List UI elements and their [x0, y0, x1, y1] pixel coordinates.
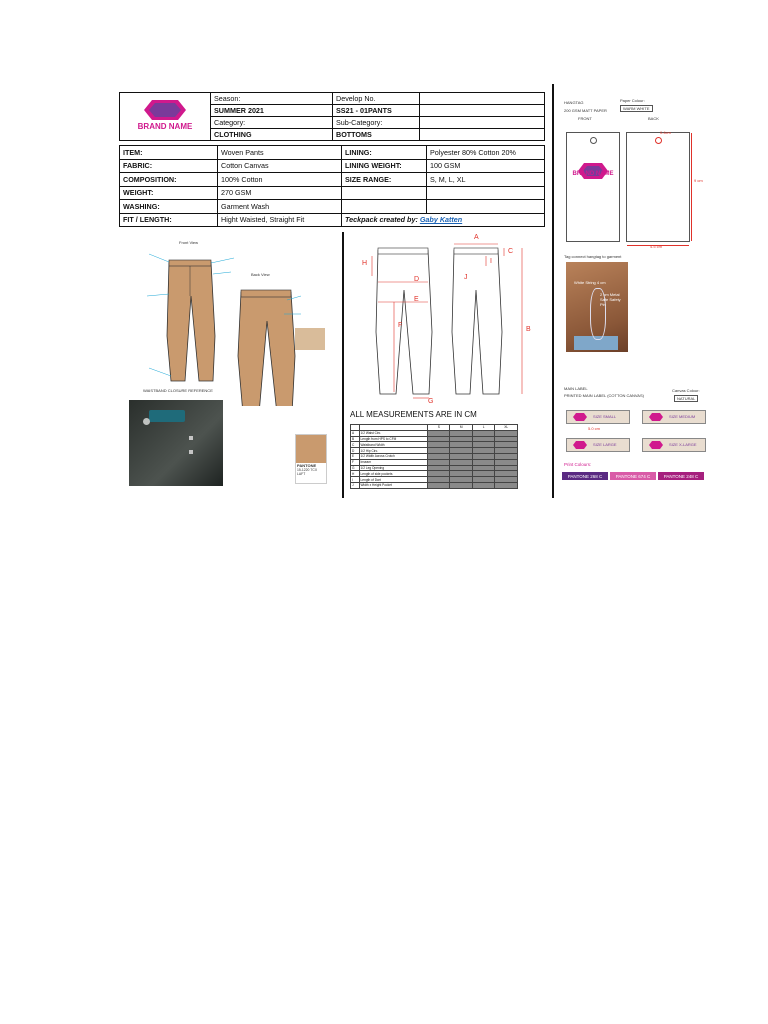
measure-letter: J: [464, 274, 468, 281]
spec-label: LINING:: [342, 146, 427, 160]
spec-label: WASHING:: [120, 200, 218, 214]
spec-label: SIZE RANGE:: [342, 173, 427, 187]
button-closeup-image: [295, 328, 325, 350]
waistband-closure-photo: [129, 400, 223, 486]
hangtag-attach-photo: [566, 262, 628, 352]
spec-label: [342, 186, 427, 200]
spec-label: ITEM:: [120, 146, 218, 160]
season-label: Season:: [211, 93, 333, 105]
measurements-title: ALL MEASUREMENTS ARE IN CM: [350, 410, 477, 419]
spec-value: [427, 200, 545, 214]
measurement-row: I Length of Dart: [351, 477, 518, 483]
header-block: [119, 92, 545, 141]
spec-value: Polyester 80% Cotton 20%: [427, 146, 545, 160]
created-by-label: Teckpack created by:: [345, 215, 418, 225]
develop-value: SS21 - 01PANTS: [333, 105, 420, 117]
spec-row: [120, 146, 545, 160]
waistband-ref-label: WAISTBAND CLOSURE REFERENCE: [143, 388, 213, 393]
pantone-color-chip: [296, 435, 326, 463]
back-view-label: Back View: [251, 272, 270, 277]
created-by-link[interactable]: Gaby Katten: [419, 215, 463, 225]
category-value: CLOTHING: [211, 129, 333, 141]
spec-value: Hight Waisted, Straight Fit: [218, 213, 342, 227]
pantone-name: LAFT: [297, 472, 306, 476]
main-label-sub: PRINTED MAIN LABEL (COTTON CANVAS): [564, 393, 644, 398]
width-dim: 4.5 cm: [650, 244, 663, 249]
hangtag-paper: 200 GSM MATT PAPER: [564, 108, 607, 113]
spec-label: COMPOSITION:: [120, 173, 218, 187]
height-dim: 9 cm: [694, 178, 703, 183]
spec-value: 100 GSM: [427, 159, 545, 173]
pantone-swatch-0: PANTONE 268 C: [562, 472, 608, 480]
measure-letter: B: [526, 326, 531, 333]
spec-row: [120, 213, 545, 227]
logo-text: BRAND NAME: [137, 121, 193, 131]
measurement-header-row: S M L XL: [351, 425, 518, 431]
spec-value: S, M, L, XL: [427, 173, 545, 187]
pantone-swatch-1: PANTONE 674 C: [610, 472, 656, 480]
measurement-row: H Length of side pockets: [351, 471, 518, 477]
spec-row: [120, 186, 545, 200]
spec-value: 100% Cotton: [218, 173, 342, 187]
develop-label: Develop No.: [333, 93, 420, 105]
subcat-value: BOTTOMS: [333, 129, 420, 141]
sketch-panel: [119, 236, 341, 488]
hangtag-back: [626, 132, 690, 242]
size-label-large: SIZE LARGE: [566, 438, 630, 452]
spec-value: 270 GSM: [218, 186, 342, 200]
measurement-row: C Waistband Width: [351, 442, 518, 448]
safety-pin-note: 2 cm Metal Safe Safety Pin: [600, 292, 621, 307]
measure-letter: D: [414, 276, 420, 283]
hangtag-title: HANGTAG: [564, 100, 584, 105]
label-width-dim: 5.0 cm: [588, 426, 601, 431]
back-label: BACK: [648, 116, 659, 121]
measure-letter: F: [398, 322, 403, 329]
hangtag-front: [566, 132, 620, 242]
print-colours-label: Print Colours:: [564, 462, 592, 467]
measurement-row: G 1/2 Leg Opening: [351, 465, 518, 471]
hangtag-logo: [569, 161, 617, 191]
measurement-row: B Length from HPS to CFM: [351, 436, 518, 442]
trims-panel: [560, 96, 708, 496]
measurement-diagram: [346, 232, 550, 408]
measurement-row: F Inseam: [351, 459, 518, 465]
spec-label: FABRIC:: [120, 159, 218, 173]
spec-block: [119, 145, 545, 227]
spec-row: [120, 159, 545, 173]
print-colour-swatches: [562, 472, 708, 480]
spec-value: [427, 186, 545, 200]
pantone-label: PANTONE: [297, 463, 317, 468]
created-by-cell: [342, 213, 545, 227]
divider-left-middle: [342, 232, 344, 498]
pantone-swatch: [295, 434, 327, 484]
category-label: Category:: [211, 117, 333, 129]
attach-note: Tag connect hangtag to garment: [564, 254, 622, 259]
pantone-swatch-2: PANTONE 248 C: [658, 472, 704, 480]
season-value: SUMMER 2021: [211, 105, 333, 117]
subcat-label: Sub-Category:: [333, 117, 420, 129]
measurement-row: E 1/2 Width Across Crotch: [351, 453, 518, 459]
measurement-table-wrap: [350, 424, 518, 489]
pantone-code: 15-1220 TCX: [297, 468, 318, 472]
front-label: FRONT: [578, 116, 592, 121]
logo-cell: [120, 93, 211, 141]
measure-letter: E: [414, 296, 419, 303]
measure-letter: C: [508, 248, 514, 255]
string-note: White String 4 cm: [574, 280, 606, 285]
front-view-label: Front View: [179, 240, 199, 245]
spec-label: FIT / LENGTH:: [120, 213, 218, 227]
measure-letter: A: [474, 234, 479, 241]
measure-letter: I: [490, 258, 492, 265]
measure-letter: G: [428, 398, 434, 405]
spec-row: [120, 173, 545, 187]
measurement-row: J Width x Height Pocket: [351, 482, 518, 488]
size-label-small: SIZE SMALL: [566, 410, 630, 424]
measurement-row: D 1/2 Hip Circ.: [351, 448, 518, 454]
pants-sketch-front-back: [119, 236, 341, 406]
hole-dim: 0.4cm: [660, 130, 671, 135]
spec-label: [342, 200, 427, 214]
canvas-colour-label: Canvas Colour:: [672, 388, 700, 393]
main-label-title: MAIN LABEL: [564, 386, 588, 391]
measurement-row: A 1/2 Waist Circ.: [351, 430, 518, 436]
size-label-xlarge: SIZE X-LARGE: [642, 438, 706, 452]
canvas-colour-value: NATURAL: [674, 395, 698, 402]
measurement-panel: [346, 232, 550, 494]
spec-label: WEIGHT:: [120, 186, 218, 200]
spec-value: Garment Wash: [218, 200, 342, 214]
spec-label: LINING WEIGHT:: [342, 159, 427, 173]
brand-logo: [120, 96, 210, 136]
spec-row: [120, 200, 545, 214]
paper-colour-label: Paper Colour:: [620, 98, 645, 103]
measurement-table: [350, 424, 518, 489]
hangtag-logo-text: BRAND NAME: [572, 171, 614, 177]
divider-middle-right: [552, 84, 554, 498]
paper-colour-value: WARM WHITE: [620, 105, 653, 112]
spec-value: Woven Pants: [218, 146, 342, 160]
size-label-medium: SIZE MEDIUM: [642, 410, 706, 424]
spec-value: Cotton Canvas: [218, 159, 342, 173]
measure-letter: H: [362, 260, 368, 267]
